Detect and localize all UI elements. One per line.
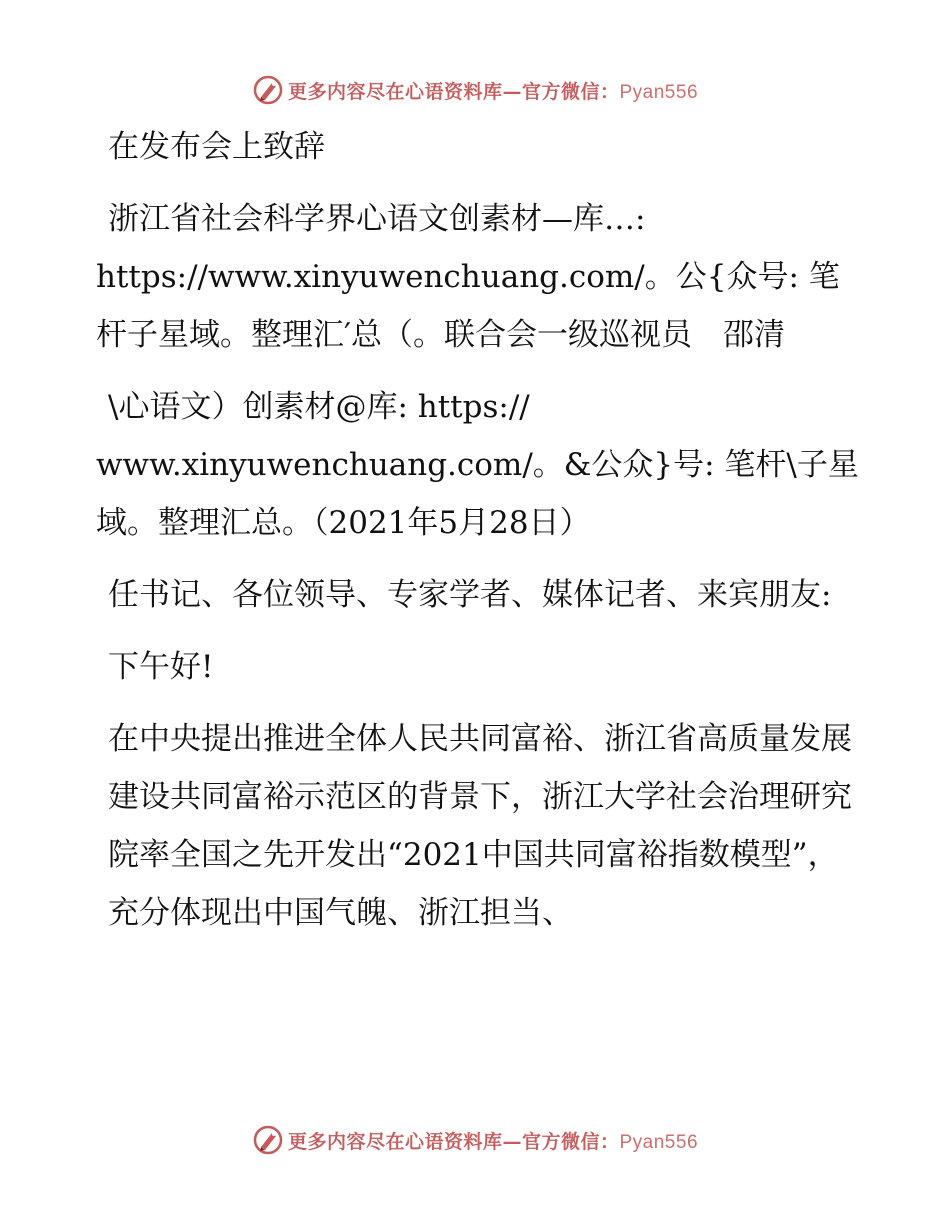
paragraph-source-line: \心语文）创素材@库: https:// (108, 389, 530, 425)
footer-banner-text: 更多内容尽在心语资料库—官方微信：Pyan556 (287, 1130, 699, 1153)
paragraph-organization: 浙江省社会科学界心语文创素材—库…: (108, 201, 646, 237)
header-banner (0, 72, 950, 108)
paragraph-salutation: 任书记、各位领导、专家学者、媒体记者、来宾朋友: (108, 577, 832, 613)
paragraph-date: www.xinyuwenchuang.com/。&公众}号: 笔杆\子星域。整理汇总。（2021年5月28日） (96, 447, 859, 541)
paragraph-title: 在发布会上致辞 (108, 129, 325, 165)
header-wechat-id: Pyan556 (619, 81, 699, 103)
pen-logo-icon (252, 1124, 284, 1156)
paragraph-author: https://www.xinyuwenchuang.com/。公{众号: 笔杆子星域。整理汇′总（。联合会一级巡视员 邵清 (96, 259, 840, 353)
paragraph-greeting: 下午好! (108, 649, 214, 685)
document-body (96, 118, 866, 956)
footer-wechat-id: Pyan556 (619, 1131, 699, 1153)
paragraph-body: 在中央提出推进全体人民共同富裕、浙江省高质量发展建设共同富裕示范区的背景下，浙江大学社会治理研究院率全国之先开发出“2021中国共同富裕指数模型”，充分体现出中国气魄、浙江担当、 (108, 721, 852, 931)
pen-logo-icon (252, 74, 284, 106)
footer-banner (0, 1122, 950, 1158)
header-banner-text: 更多内容尽在心语资料库—官方微信：Pyan556 (287, 80, 699, 103)
